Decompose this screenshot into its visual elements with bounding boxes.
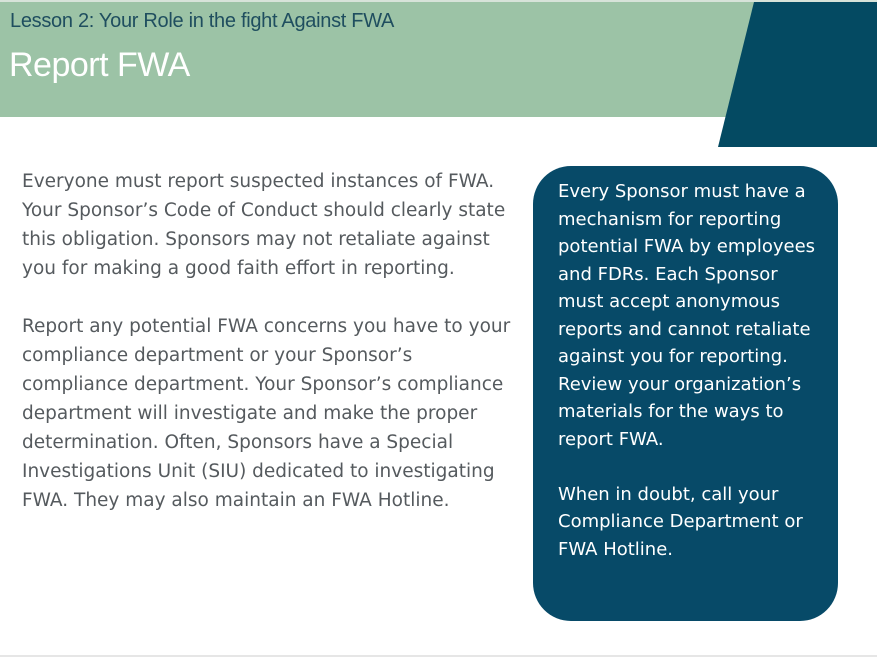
body-paragraph: Everyone must report suspected instances of FWA. Your Sponsor’s Code of Conduct should clearly state this obligation. Sponsors may not retaliate against you for making a good faith effort in reporting. [22,171,506,279]
callout-box [533,166,838,621]
footer-divider [0,655,877,657]
body-paragraph: Report any potential FWA concerns you have to your compliance department or your Sponsor’s compliance department. Your Sponsor’s compliance department will investigate and make the proper determination. Often, Sponsors have a Special Investigations Unit (SIU) dedicated to investigating FWA. They may also maintain an FWA Hotline. [22,316,511,511]
page-title: Report FWA [9,46,190,84]
body-text [22,167,512,515]
lesson-title: Lesson 2: Your Role in the fight Against FWA [10,10,395,32]
callout-paragraph: Every Sponsor must have a mechanism for reporting potential FWA by employees and FDRs. Each Sponsor must accept anonymous reports and cannot retaliate against you for reporting. Review your organization’s materials for the ways to report FWA. [558,181,816,450]
callout-paragraph: When in doubt, call your Compliance Department or FWA Hotline. [558,483,803,560]
